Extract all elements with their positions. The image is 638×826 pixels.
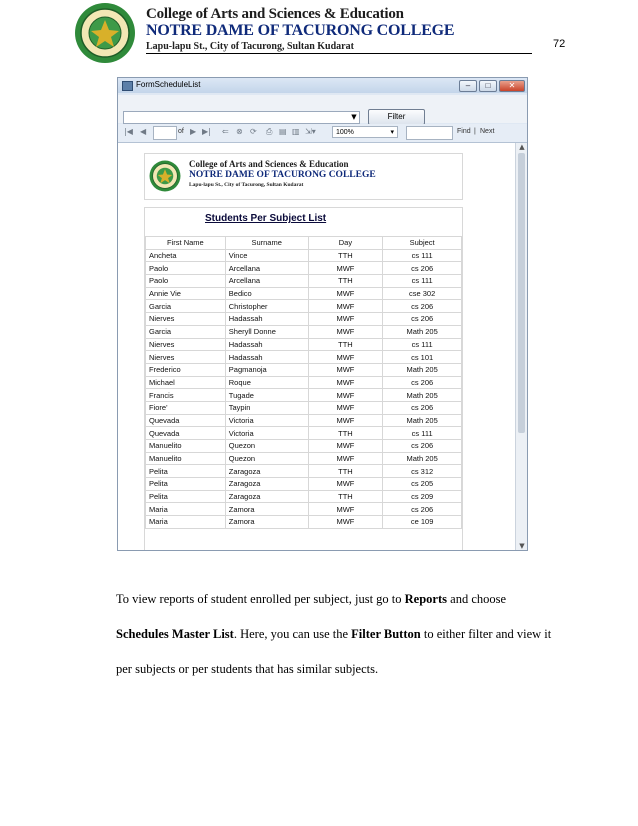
app-window — [117, 77, 528, 551]
first-name-cell: Maria — [146, 503, 226, 516]
table-row — [146, 427, 462, 440]
chevron-down-icon: ▾ — [390, 129, 394, 136]
refresh-icon[interactable]: ⟳ — [250, 127, 257, 136]
day-cell: MWF — [308, 313, 383, 326]
scrollbar-thumb[interactable] — [518, 153, 525, 433]
column-header: Day — [308, 237, 383, 250]
table-row — [146, 262, 462, 275]
subject-cell: cs 111 — [383, 338, 462, 351]
back-icon[interactable]: ⇐ — [222, 127, 229, 136]
next-link[interactable]: Next — [480, 128, 495, 135]
day-cell: MWF — [308, 287, 383, 300]
subject-cell: Math 205 — [383, 363, 462, 376]
day-cell: MWF — [308, 300, 383, 313]
previous-page-icon[interactable]: ◀ — [140, 127, 147, 136]
table-row — [146, 465, 462, 478]
table-row — [146, 376, 462, 389]
export-icon[interactable]: ⇲▾ — [305, 127, 316, 136]
header-address: Lapu-lapu St., City of Tacurong, Sultan Kudarat — [146, 41, 354, 52]
surname-cell: Christopher — [225, 300, 308, 313]
first-name-cell: Garcia — [146, 325, 226, 338]
column-header: Surname — [225, 237, 308, 250]
first-name-cell: Michael — [146, 376, 226, 389]
table-row — [146, 389, 462, 402]
table-row — [146, 351, 462, 364]
chevron-down-icon: ▼ — [351, 113, 357, 121]
report-body — [144, 207, 463, 551]
first-name-cell: Garcia — [146, 300, 226, 313]
scroll-down-icon[interactable]: ▼ — [519, 542, 525, 550]
first-page-icon[interactable]: |◀ — [124, 127, 133, 136]
first-name-cell: Nierves — [146, 351, 226, 364]
app-icon — [122, 81, 133, 91]
first-name-cell: Paolo — [146, 262, 226, 275]
subject-cell: Math 205 — [383, 389, 462, 402]
paragraph-line-2 — [116, 627, 551, 642]
subject-cell: cs 206 — [383, 300, 462, 313]
filter-button-term: Filter Button — [351, 627, 421, 641]
surname-cell: Zamora — [225, 503, 308, 516]
subject-cell: cs 111 — [383, 427, 462, 440]
surname-cell: Roque — [225, 376, 308, 389]
filter-bar — [118, 95, 527, 123]
subject-cell: cs 312 — [383, 465, 462, 478]
subject-cell: cse 302 — [383, 287, 462, 300]
surname-cell: Victoria — [225, 427, 308, 440]
find-link[interactable]: Find — [457, 128, 471, 135]
table-row — [146, 275, 462, 288]
last-page-icon[interactable]: ▶| — [202, 127, 211, 136]
filter-button[interactable]: Filter — [368, 109, 425, 125]
surname-cell: Quezon — [225, 452, 308, 465]
text-run: to either filter and view it — [420, 627, 552, 641]
day-cell: MWF — [308, 414, 383, 427]
subject-cell: Math 205 — [383, 452, 462, 465]
scroll-up-icon[interactable]: ▲ — [519, 143, 525, 151]
window-title: FormScheduleList — [136, 80, 201, 89]
maximize-button[interactable]: □ — [479, 80, 497, 92]
window-titlebar — [118, 78, 527, 93]
day-cell: MWF — [308, 401, 383, 414]
filter-combobox[interactable] — [123, 111, 360, 124]
first-name-cell: Nierves — [146, 338, 226, 351]
table-row — [146, 300, 462, 313]
page-setup-icon[interactable]: ▥ — [292, 127, 300, 136]
day-cell: MWF — [308, 452, 383, 465]
surname-cell: Pagmanoja — [225, 363, 308, 376]
text-run: . Here, you can use the — [233, 627, 352, 641]
column-header: Subject — [383, 237, 462, 250]
surname-cell: Sheryll Donne — [225, 325, 308, 338]
day-cell: MWF — [308, 516, 383, 529]
table-row — [146, 338, 462, 351]
first-name-cell: Annie Vie — [146, 287, 226, 300]
table-row — [146, 503, 462, 516]
day-cell: MWF — [308, 351, 383, 364]
table-row — [146, 249, 462, 262]
subject-cell: cs 206 — [383, 376, 462, 389]
page-number-input[interactable] — [153, 126, 177, 140]
table-row — [146, 478, 462, 491]
first-name-cell: Pelita — [146, 478, 226, 491]
subject-cell: cs 205 — [383, 478, 462, 491]
day-cell: MWF — [308, 389, 383, 402]
minimize-button[interactable]: – — [459, 80, 477, 92]
day-cell: TTH — [308, 465, 383, 478]
subject-cell: cs 206 — [383, 313, 462, 326]
zoom-select[interactable] — [332, 126, 398, 138]
next-page-icon[interactable]: ▶ — [190, 127, 197, 136]
report-header-division: College of Arts and Sciences & Education — [189, 159, 349, 169]
close-button[interactable]: ✕ — [499, 80, 525, 92]
reports-term: Reports — [404, 592, 448, 606]
first-name-cell: Nierves — [146, 313, 226, 326]
page-of-label: of — [178, 128, 184, 135]
text-run: To view reports of student enrolled per subject, just go to — [116, 592, 405, 606]
table-row — [146, 490, 462, 503]
paragraph-line-3: per subjects or per students that has similar subjects. — [116, 662, 379, 676]
surname-cell: Hadassah — [225, 351, 308, 364]
column-header: First Name — [146, 237, 226, 250]
day-cell: MWF — [308, 262, 383, 275]
report-header-address: Lapu-lapu St., City of Tacurong, Sultan Kudarat — [189, 182, 304, 188]
surname-cell: Vince — [225, 249, 308, 262]
table-row — [146, 363, 462, 376]
first-name-cell: Pelita — [146, 465, 226, 478]
table-row — [146, 516, 462, 529]
find-input[interactable] — [406, 126, 453, 140]
subject-cell: ce 109 — [383, 516, 462, 529]
first-name-cell: Ancheta — [146, 249, 226, 262]
college-seal-logo — [74, 2, 136, 64]
surname-cell: Zamora — [225, 516, 308, 529]
surname-cell: Hadassah — [225, 338, 308, 351]
subject-cell: cs 101 — [383, 351, 462, 364]
first-name-cell: Quevada — [146, 427, 226, 440]
table-header-row — [146, 237, 462, 250]
day-cell: TTH — [308, 490, 383, 503]
report-seal-logo — [149, 160, 181, 192]
students-table — [145, 236, 462, 529]
subject-cell: Math 205 — [383, 414, 462, 427]
table-row — [146, 313, 462, 326]
page-number: 72 — [553, 38, 566, 50]
surname-cell: Quezon — [225, 440, 308, 453]
table-row — [146, 452, 462, 465]
stop-icon[interactable]: ⊗ — [236, 127, 243, 136]
surname-cell: Zaragoza — [225, 465, 308, 478]
print-layout-icon[interactable]: ▤ — [279, 127, 287, 136]
day-cell: TTH — [308, 427, 383, 440]
day-cell: MWF — [308, 363, 383, 376]
toolbar-separator: | — [474, 128, 476, 135]
surname-cell: Arcellana — [225, 275, 308, 288]
first-name-cell: Frederico — [146, 363, 226, 376]
subject-cell: cs 206 — [383, 262, 462, 275]
surname-cell: Hadassah — [225, 313, 308, 326]
print-icon[interactable]: ⎙ — [266, 127, 273, 136]
first-name-cell: Manuelito — [146, 440, 226, 453]
vertical-scrollbar[interactable] — [515, 143, 528, 550]
surname-cell: Victoria — [225, 414, 308, 427]
header-divider — [146, 53, 532, 54]
first-name-cell: Maria — [146, 516, 226, 529]
first-name-cell: Francis — [146, 389, 226, 402]
day-cell: TTH — [308, 275, 383, 288]
first-name-cell: Fiore' — [146, 401, 226, 414]
day-cell: MWF — [308, 376, 383, 389]
report-header-college: NOTRE DAME OF TACURONG COLLEGE — [189, 170, 376, 180]
first-name-cell: Paolo — [146, 275, 226, 288]
header-college-division: College of Arts and Sciences & Education — [146, 6, 404, 22]
day-cell: MWF — [308, 325, 383, 338]
report-viewport — [118, 143, 515, 550]
subject-cell: cs 206 — [383, 503, 462, 516]
surname-cell: Arcellana — [225, 262, 308, 275]
subject-cell: cs 111 — [383, 249, 462, 262]
table-row — [146, 325, 462, 338]
subject-cell: Math 205 — [383, 325, 462, 338]
surname-cell: Bedico — [225, 287, 308, 300]
table-row — [146, 287, 462, 300]
zoom-value: 100% — [336, 129, 354, 136]
surname-cell: Taypin — [225, 401, 308, 414]
subject-cell: cs 206 — [383, 401, 462, 414]
paragraph-line-1 — [116, 592, 506, 607]
table-row — [146, 414, 462, 427]
report-title: Students Per Subject List — [205, 213, 327, 224]
day-cell: TTH — [308, 249, 383, 262]
surname-cell: Zaragoza — [225, 478, 308, 491]
report-viewer-toolbar — [118, 124, 527, 143]
subject-cell: cs 206 — [383, 440, 462, 453]
day-cell: MWF — [308, 440, 383, 453]
header-college-name: NOTRE DAME OF TACURONG COLLEGE — [146, 22, 455, 39]
surname-cell: Zaragoza — [225, 490, 308, 503]
schedules-master-list-term: Schedules Master List — [116, 627, 234, 641]
text-run: and choose — [447, 592, 507, 606]
table-row — [146, 401, 462, 414]
day-cell: TTH — [308, 338, 383, 351]
day-cell: MWF — [308, 478, 383, 491]
surname-cell: Tugade — [225, 389, 308, 402]
table-row — [146, 440, 462, 453]
subject-cell: cs 209 — [383, 490, 462, 503]
first-name-cell: Quevada — [146, 414, 226, 427]
report-header — [144, 153, 463, 200]
first-name-cell: Manuelito — [146, 452, 226, 465]
first-name-cell: Pelita — [146, 490, 226, 503]
subject-cell: cs 111 — [383, 275, 462, 288]
day-cell: MWF — [308, 503, 383, 516]
